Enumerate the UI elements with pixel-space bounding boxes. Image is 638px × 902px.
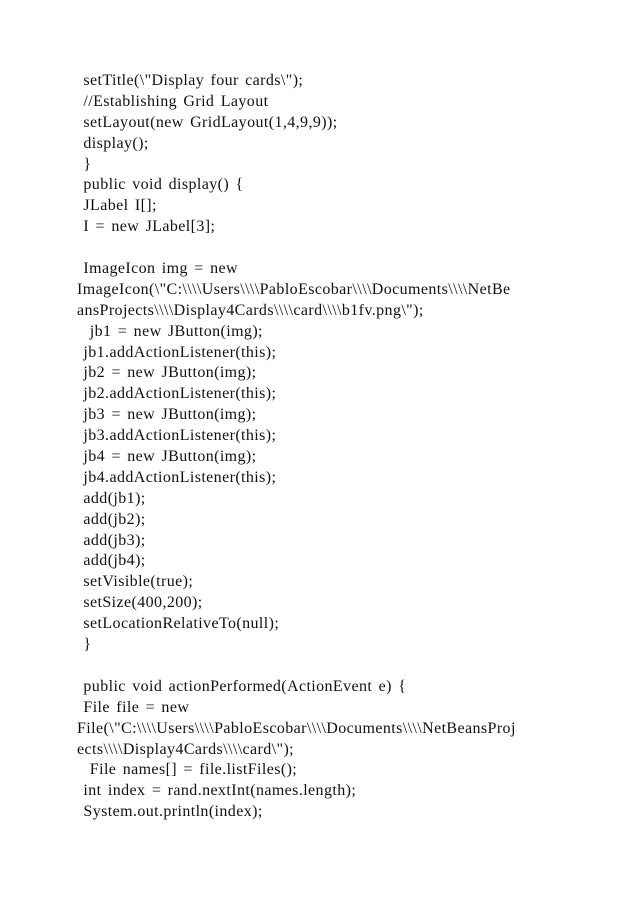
code-line: ects\\\\Display4Cards\\\\card\"); <box>77 740 295 758</box>
code-line: } <box>77 636 92 654</box>
code-line: jb1 = new JButton(img); <box>77 322 263 340</box>
code-line: setLayout(new GridLayout(1,4,9,9)); <box>77 113 338 131</box>
code-line: ImageIcon img = new <box>77 260 238 278</box>
blank-line <box>77 656 577 677</box>
code-line: jb4.addActionListener(this); <box>77 468 277 486</box>
code-line: int index = rand.nextInt(names.length); <box>77 782 357 800</box>
code-line: add(jb3); <box>77 531 146 549</box>
blank-line <box>77 238 577 259</box>
code-line: jb2.addActionListener(this); <box>77 385 277 403</box>
code-line: setVisible(true); <box>77 573 194 591</box>
code-line: add(jb1); <box>77 489 146 507</box>
code-line: System.out.println(index); <box>77 803 263 821</box>
code-line: ansProjects\\\\Display4Cards\\\\card\\\\b1fv.png\"); <box>77 301 424 319</box>
code-line: setLocationRelativeTo(null); <box>77 615 280 633</box>
code-line: setSize(400,200); <box>77 594 203 612</box>
code-line: File(\"C:\\\\Users\\\\PabloEscobar\\\\Documents\\\\NetBeansProj <box>77 719 516 737</box>
code-line: JLabel I[]; <box>77 197 157 215</box>
code-line: } <box>77 155 92 173</box>
code-line: I = new JLabel[3]; <box>77 218 216 236</box>
code-line: jb4 = new JButton(img); <box>77 448 257 466</box>
code-line: public void actionPerformed(ActionEvent e) { <box>77 677 407 695</box>
code-line: add(jb2); <box>77 510 146 528</box>
code-line: public void display() { <box>77 176 244 194</box>
code-line: jb1.addActionListener(this); <box>77 343 277 361</box>
code-line: //Establishing Grid Layout <box>77 92 269 110</box>
code-line: setTitle(\"Display four cards\"); <box>77 72 304 89</box>
code-listing <box>77 71 577 823</box>
code-line: File file = new <box>77 698 190 716</box>
code-line: jb2 = new JButton(img); <box>77 364 257 382</box>
code-line: display(); <box>77 134 149 152</box>
code-line: File names[] = file.listFiles(); <box>77 761 298 779</box>
code-line: add(jb4); <box>77 552 146 570</box>
code-line: jb3.addActionListener(this); <box>77 427 277 445</box>
code-line: ImageIcon(\"C:\\\\Users\\\\PabloEscobar\\\\Documents\\\\NetBe <box>77 280 511 298</box>
code-line: jb3 = new JButton(img); <box>77 406 257 424</box>
